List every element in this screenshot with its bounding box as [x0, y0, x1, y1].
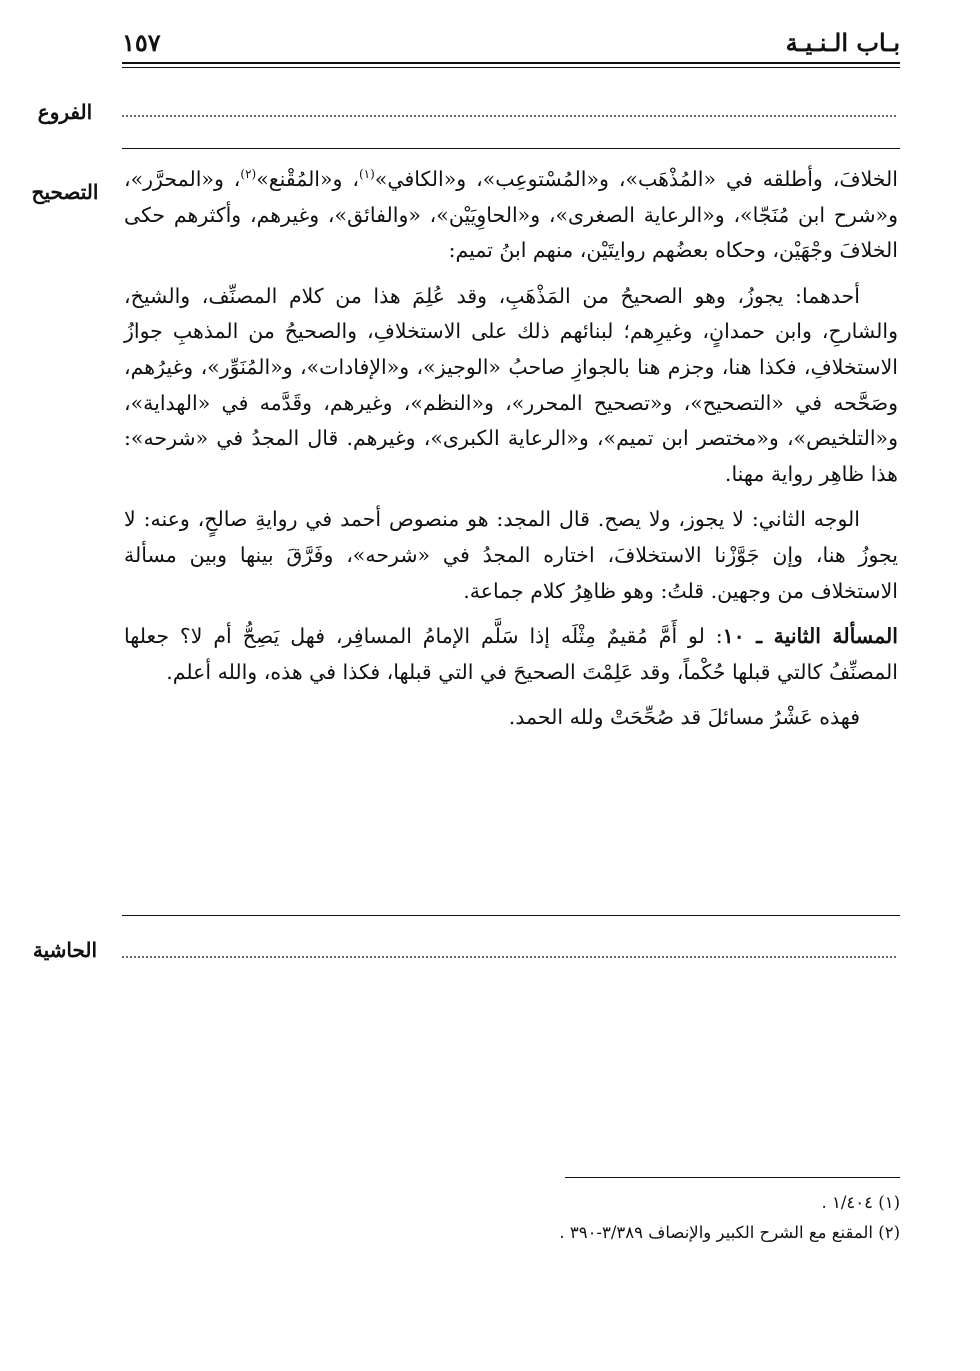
- main-text: [124, 162, 898, 746]
- side-label-hashiya: الحاشية: [32, 938, 98, 962]
- furu-divider-rule: [122, 148, 900, 149]
- question-text: : لو أَمَّ مُقيمٌ مِثْلَه إذا سَلَّم الإمامُ المسافِر، فهل يَصِحُّ أم لا؟ جعلها المصنِّفُ كالتي قبلها حُكْماً، وقد عَلِمْتَ الصحيحَ في التي قبلها، فكذا في هذه، والله أعلم.: [124, 624, 898, 684]
- header-rule-thin: [122, 67, 900, 68]
- chapter-title: بـاب الـنـيـة: [785, 28, 900, 57]
- side-label-furu: الفروع: [37, 100, 93, 124]
- tashih-divider-rule: [122, 915, 900, 916]
- side-label-tashih: التصحيح: [31, 180, 99, 204]
- paragraph-3: الوجه الثاني: لا يجوز، ولا يصح. قال المجد: هو منصوص أحمد في روايةِ صالحٍ، وعنه: لا يجوزُ هنا، وإن جَوَّزْنا الاستخلافَ، اختاره المجدُ في «شرحه»، وفَرَّقَ بينها وبين مسألة الاستخلاف من وجهين. قلتُ: وهو ظاهِرُ كلام جماعة.: [124, 507, 898, 603]
- footnotes: [100, 1188, 900, 1248]
- furu-dotted-line: [122, 115, 896, 117]
- paragraph-1-part-a: الخلافَ، وأطلقه في «المُذْهَب»، و«المُسْتوعِب»، و«الكافي»: [374, 167, 898, 191]
- page-number: ١٥٧: [122, 28, 161, 57]
- paragraph-1: [124, 162, 898, 269]
- paragraph-1-part-b: ، و«المُقْنع»: [256, 167, 359, 191]
- header-rule-thick: [122, 62, 900, 64]
- question-heading: المسألة الثانية ـ ١٠: [722, 624, 898, 649]
- paragraph-4: [124, 619, 898, 690]
- footnote-2: (٢) المقنع مع الشرح الكبير والإنصاف ٣/٣٨٩-٣٩٠ .: [559, 1223, 900, 1242]
- footnote-ref-2: (٢): [240, 167, 257, 182]
- hashiya-dotted-line: [122, 956, 896, 958]
- footnote-rule: [565, 1177, 900, 1178]
- footnote-1: (١) ١/٤٠٤ .: [821, 1193, 900, 1212]
- paragraph-1-part-c: ، و«المحرَّر»، و«شرح ابن مُنَجّا»، و«الرعاية الصغرى»، و«الحاوِيَيْن»، «والفائق»، وغيرهم، وأكثرهم حكى الخلافَ وجْهَيْن، وحكاه بعضُهم روايتَيْن، منهم ابنُ تميم:: [124, 167, 898, 263]
- footnote-ref-1: (١): [358, 167, 375, 182]
- paragraph-2: أحدهما: يجوزُ، وهو الصحيحُ من المَذْهَبِ، وقد عُلِمَ هذا من كلام المصنِّف، والشيخ، والشارحِ، وابن حمدانٍ، وغيرِهم؛ لبنائهم ذلك على الاستخلافِ، والصحيحُ من المذهبِ جوازُ الاستخلافِ، فكذا هنا، وجزم هنا بالجوازِ صاحبُ «الوجيز»، و«الإفادات»، و«المُنَوِّر»، وغيرُهم، وصَحَّحه في «التصحيح»، و«تصحيح المحرر»، و«النظم»، وغيرهم، وقَدَّمه في «الهداية»، و«التلخيص»، و«مختصر ابن تميم»، و«الرعاية الكبرى»، وغيرهم. قال المجدُ في «شرحه»: هذا ظاهِر رواية مهنا.: [124, 283, 898, 486]
- paragraph-5: فهذه عَشْرُ مسائلَ قد صُحِّحَتْ ولله الحمد.: [508, 705, 860, 730]
